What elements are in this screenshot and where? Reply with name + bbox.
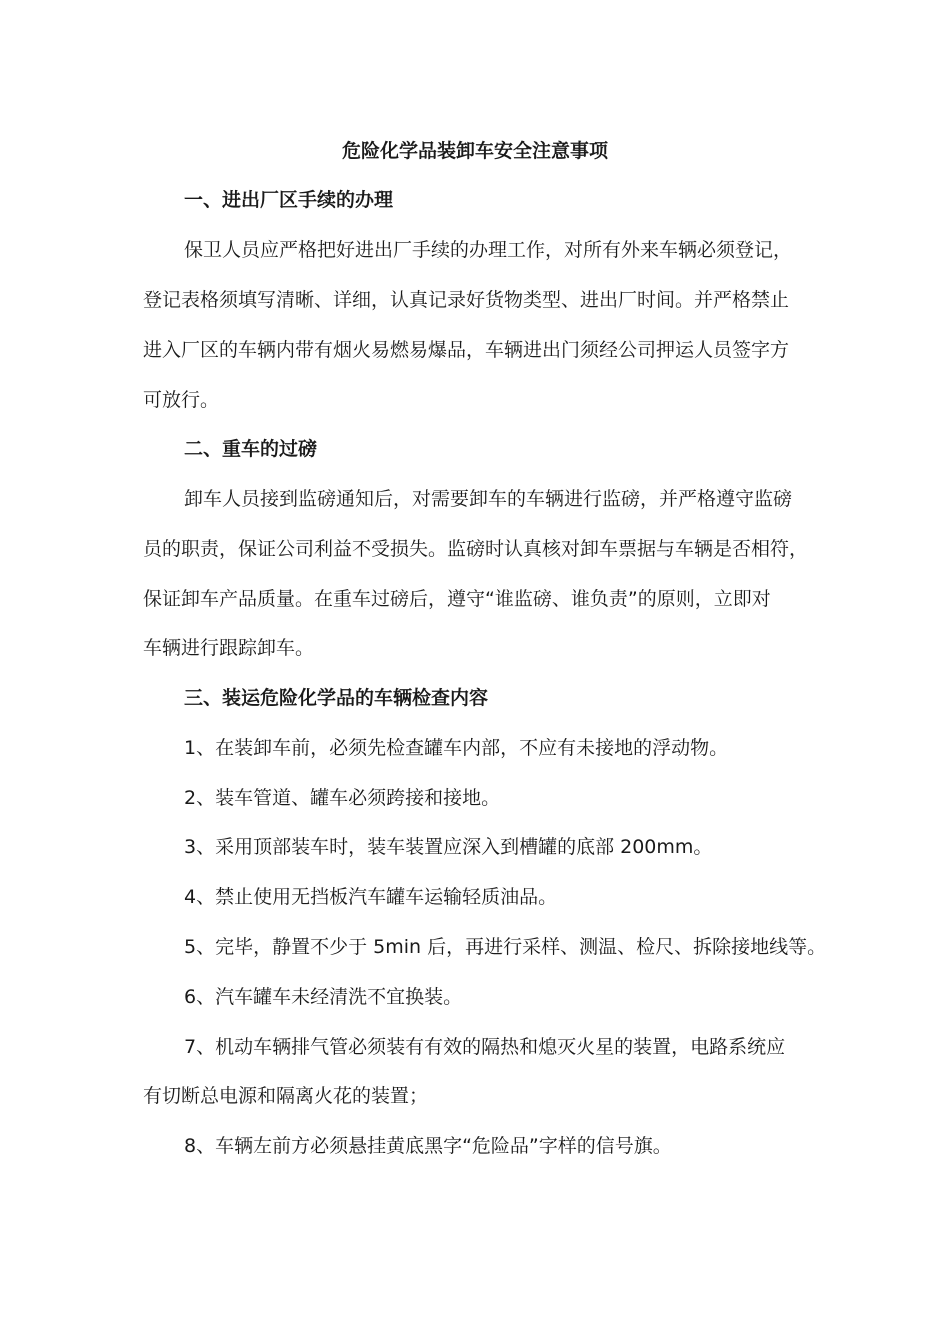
list-item: 3、采用顶部装车时，装车装置应深入到槽罐的底部 200mm。: [184, 836, 713, 858]
section-3-heading: 三、装运危险化学品的车辆检查内容: [184, 687, 489, 709]
paragraph-line: 进入厂区的车辆内带有烟火易燃易爆品，车辆进出门须经公司押运人员签字方: [143, 339, 790, 361]
paragraph-line: 卸车人员接到监磅通知后，对需要卸车的车辆进行监磅，并严格遵守监磅: [184, 488, 793, 510]
paragraph-line: 可放行。: [143, 389, 220, 411]
list-item: 6、汽车罐车未经清洗不宜换装。: [184, 986, 463, 1008]
paragraph-line: 保证卸车产品质量。在重车过磅后，遵守“谁监磅、谁负责”的原则，立即对: [143, 588, 771, 610]
list-item: 2、装车管道、罐车必须跨接和接地。: [184, 787, 501, 809]
list-item: 8、车辆左前方必须悬挂黄底黑字“危险品”字样的信号旗。: [184, 1135, 672, 1157]
list-item: 7、机动车辆排气管必须装有有效的隔热和熄灭火星的装置，电路系统应: [184, 1036, 786, 1058]
paragraph-line: 登记表格须填写清晰、详细，认真记录好货物类型、进出厂时间。并严格禁止: [143, 289, 790, 311]
list-item: 1、在装卸车前，必须先检查罐车内部，不应有未接地的浮动物。: [184, 737, 729, 759]
list-item: 4、禁止使用无挡板汽车罐车运输轻质油品。: [184, 886, 558, 908]
list-item: 5、完毕，静置不少于 5min 后，再进行采样、测温、检尺、拆除接地线等。: [184, 936, 827, 958]
list-item-continuation: 有切断总电源和隔离火花的装置；: [143, 1085, 429, 1107]
document-title: 危险化学品装卸车安全注意事项: [341, 140, 608, 162]
paragraph-line: 员的职责，保证公司利益不受损失。监磅时认真核对卸车票据与车辆是否相符，: [143, 538, 809, 560]
section-1-heading: 一、进出厂区手续的办理: [184, 189, 394, 211]
paragraph-line: 车辆进行跟踪卸车。: [143, 637, 315, 659]
section-2-heading: 二、重车的过磅: [184, 438, 318, 460]
paragraph-line: 保卫人员应严格把好进出厂手续的办理工作，对所有外来车辆必须登记，: [184, 239, 793, 261]
